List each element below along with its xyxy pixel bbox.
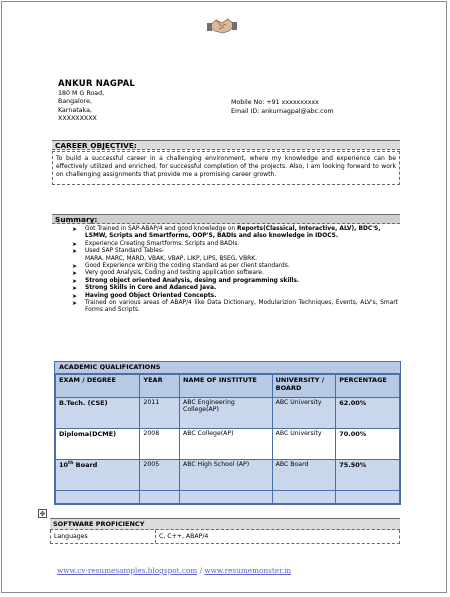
arrow-bullet-icon: ➤ bbox=[72, 277, 78, 285]
university-cell: ABC University bbox=[272, 429, 336, 460]
summary-item: ➤ Very good Analysis, Coding and testing application software. bbox=[72, 270, 264, 278]
footer-link-blog[interactable]: www.cv-resumesamples.blogspot.com bbox=[57, 566, 198, 575]
table-header-row bbox=[56, 375, 400, 398]
address-line: XXXXXXXXX bbox=[58, 115, 97, 123]
summary-list bbox=[72, 226, 398, 315]
email-address: Email ID: ankurnagpal@abc.com bbox=[231, 107, 334, 115]
table-spacer-row bbox=[56, 491, 400, 504]
software-row bbox=[50, 530, 400, 544]
year-cell: 2008 bbox=[140, 429, 180, 460]
percentage-cell: 75.50% bbox=[336, 460, 400, 491]
career-objective-text: To build a successful career in a challenging environment, where my knowledge and experience can be effectively utilized and enriched, for successful completion of the projects. Also, I am looking forward to work on challenging assignments that provide me a promising career growth. bbox=[52, 151, 400, 185]
institute-cell: ABC College(AP) bbox=[180, 429, 273, 460]
software-heading: SOFTWARE PROFICIENCY bbox=[50, 518, 400, 530]
summary-item: ➤ Got Trained in SAP-ABAP/4 and good knowledge on Reports(Classical, Interactive, ALV), BDC'S, LSMW, Scripts and Smartforms, OOP'S, BADIs and also knowledge in IDOCS. bbox=[72, 226, 381, 240]
arrow-bullet-icon: ➤ bbox=[72, 226, 78, 233]
arrow-bullet-icon: ➤ bbox=[72, 300, 78, 308]
mobile-number: Mobile No: +91 xxxxxxxxxx bbox=[231, 99, 319, 106]
column-header: YEAR bbox=[140, 375, 180, 398]
summary-item: ➤ Having good Object Oriented Concepts. bbox=[72, 292, 217, 300]
summary-item: ➤ Used SAP Standard Tables- MARA, MARC, MARD, VBAK, VBAP, LIKP, LIPS, BSEG, VBRK. bbox=[72, 248, 257, 262]
academic-heading: ACADEMIC QUALIFICATIONS bbox=[55, 362, 400, 374]
arrow-bullet-icon: ➤ bbox=[72, 248, 78, 256]
university-cell: ABC University bbox=[272, 398, 336, 429]
contact-block bbox=[231, 99, 334, 117]
column-header: PERCENTAGE bbox=[336, 375, 400, 398]
table-row bbox=[56, 429, 400, 460]
arrow-bullet-icon: ➤ bbox=[72, 263, 78, 271]
academic-grid bbox=[55, 374, 400, 504]
exam-cell: Diploma(DCME) bbox=[56, 429, 140, 460]
arrow-bullet-icon: ➤ bbox=[72, 292, 78, 300]
languages-label: Languages bbox=[54, 533, 88, 540]
address-line: 180 M G Road, bbox=[58, 90, 105, 97]
candidate-name: ANKUR NAGPAL bbox=[58, 79, 136, 89]
summary-item: ➤ Strong Skills in Core and Adanced Java. bbox=[72, 285, 217, 293]
exam-cell: 10th Board bbox=[56, 460, 140, 491]
address-line: Karnataka, bbox=[58, 106, 92, 114]
institute-cell: ABC Engineering College(AP) bbox=[180, 398, 273, 429]
languages-value: C, C++, ABAP/4 bbox=[159, 533, 209, 540]
software-proficiency-section bbox=[50, 518, 400, 544]
address-line: Bangalore, bbox=[58, 98, 92, 106]
table-row bbox=[56, 398, 400, 429]
column-header: EXAM / DEGREE bbox=[56, 375, 140, 398]
resume-page bbox=[1, 1, 447, 593]
academic-qualifications-table bbox=[54, 361, 401, 505]
arrow-bullet-icon: ➤ bbox=[72, 270, 78, 278]
arrow-bullet-icon: ➤ bbox=[72, 285, 78, 293]
year-cell: 2005 bbox=[140, 460, 180, 491]
percentage-cell: 62.00% bbox=[336, 398, 400, 429]
footer-link-resumemonster[interactable]: www.resumemonster.in bbox=[204, 566, 292, 575]
career-objective-heading: CAREER OBJECTIVE: bbox=[52, 140, 400, 150]
university-cell: ABC Board bbox=[272, 460, 336, 491]
handshake-icon bbox=[207, 14, 237, 36]
table-move-handle-icon[interactable]: ✥ bbox=[39, 510, 46, 518]
footer-links: www.cv-resumesamples.blogspot.com / www.resumemonster.in bbox=[57, 566, 292, 575]
summary-item: ➤ Experience Creating Smartforms, Scripts and BADIs. bbox=[72, 240, 240, 248]
address-block bbox=[58, 90, 104, 124]
exam-cell: B.Tech. (CSE) bbox=[56, 398, 140, 429]
summary-item: ➤ Good Experience writing the coding standard as per client standards. bbox=[72, 263, 290, 271]
summary-item: ➤ Trained on various areas of ABAP/4 like Data Dictionary, Modularizion Techniques, Events, ALV's, Smart Forms and Scripts. bbox=[72, 300, 398, 314]
arrow-bullet-icon: ➤ bbox=[72, 240, 78, 248]
percentage-cell: 70.00% bbox=[336, 429, 400, 460]
table-row bbox=[56, 460, 400, 491]
summary-heading: Summary: bbox=[52, 214, 400, 224]
column-header: UNIVERSITY / BOARD bbox=[272, 375, 336, 398]
column-header: NAME OF INSTITUTE bbox=[180, 375, 273, 398]
summary-item: ➤ Strong object oriented Analysis, desing and programming skills. bbox=[72, 277, 300, 285]
institute-cell: ABC High School (AP) bbox=[180, 460, 273, 491]
year-cell: 2011 bbox=[140, 398, 180, 429]
